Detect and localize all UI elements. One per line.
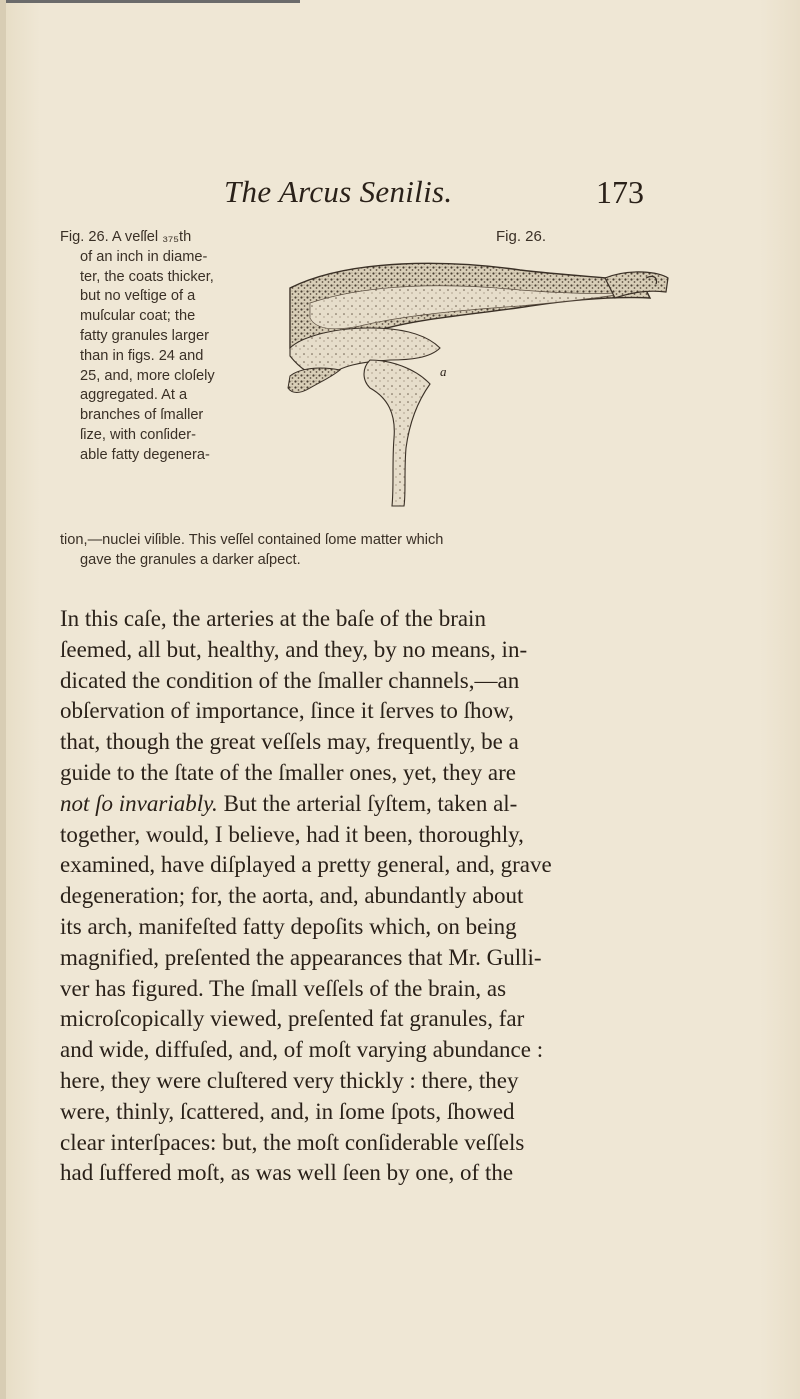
caption-line: tion,—nuclei viſible. This veſſel contained ſome matter which bbox=[60, 532, 444, 548]
text-line: were, thinly, ſcattered, and, in ſome ſpots, ſhowed bbox=[60, 1098, 515, 1124]
text-line: magnified, preſented the appearances that Mr. Gulli- bbox=[60, 944, 542, 970]
vessel-illustration bbox=[270, 248, 670, 510]
caption-line: but no veſtige of a bbox=[80, 288, 196, 305]
text-line: had ſuffered moſt, as was well ſeen by one, of the bbox=[60, 1160, 514, 1186]
caption-line: Fig. 26. A veſſel ₃₇₅th bbox=[60, 229, 192, 245]
figure-caption-bottom bbox=[60, 530, 760, 570]
caption-line: ſize, with conſider- bbox=[80, 426, 196, 443]
branch-spur bbox=[288, 368, 340, 393]
text-line: clear interſpaces: but, the moſt conſiderable veſſels bbox=[60, 1129, 525, 1155]
text-line: together, would, I believe, had it been, thoroughly, bbox=[60, 821, 524, 847]
emphasis: not ſo invariably. bbox=[60, 790, 218, 816]
caption-line: branches of ſmaller bbox=[80, 407, 204, 424]
text-line: microſcopically viewed, preſented fat granules, far bbox=[60, 1006, 525, 1032]
caption-line: aggregated. At a bbox=[80, 387, 188, 404]
top-rule bbox=[0, 0, 300, 3]
running-head: The Arcus Senilis. bbox=[224, 174, 453, 209]
text-run: But the arterial ſyſtem, taken al- bbox=[217, 790, 518, 816]
caption-line: 25, and, more cloſely bbox=[80, 367, 215, 384]
caption-line: of an inch in diame- bbox=[80, 248, 208, 265]
figure-caption-side bbox=[60, 228, 300, 466]
figure-label: Fig. 26. bbox=[496, 228, 547, 245]
caption-line: ter, the coats thicker, bbox=[80, 268, 214, 285]
body-paragraph bbox=[60, 604, 750, 1189]
text-line: guide to the ſtate of the ſmaller ones, yet, they are bbox=[60, 759, 517, 785]
text-line: examined, have diſplayed a pretty general, and, grave bbox=[60, 852, 552, 878]
text-line: and wide, diffuſed, and, of moſt varying abundance : bbox=[60, 1037, 544, 1063]
text-line: that, though the great veſſels may, frequently, be a bbox=[60, 729, 519, 755]
text-line: here, they were cluſtered very thickly : there, they bbox=[60, 1067, 519, 1093]
text-line: In this caſe, the arteries at the baſe of the brain bbox=[60, 606, 486, 631]
text-line bbox=[60, 789, 750, 820]
text-line: its arch, manifeſted fatty depoſits which, on being bbox=[60, 913, 517, 939]
page-number: 173 bbox=[596, 174, 644, 210]
caption-line: than in figs. 24 and bbox=[80, 347, 204, 364]
text-line: dicated the condition of the ſmaller channels,—an bbox=[60, 667, 520, 693]
branch-descending bbox=[364, 360, 430, 506]
text-line: obſervation of importance, ſince it ſerves to ſhow, bbox=[60, 698, 514, 724]
text-line: degeneration; for, the aorta, and, abundantly about bbox=[60, 883, 524, 909]
page-edge bbox=[0, 0, 6, 1399]
caption-line: muſcular coat; the bbox=[80, 308, 196, 325]
caption-line: fatty granules larger bbox=[80, 327, 209, 344]
marker-a: a bbox=[440, 364, 447, 379]
text-line: ver has figured. The ſmall veſſels of the brain, as bbox=[60, 975, 507, 1001]
caption-line: gave the granules a darker aſpect. bbox=[80, 552, 301, 568]
page-header bbox=[224, 174, 644, 214]
text-line: ſeemed, all but, healthy, and they, by no means, in- bbox=[60, 636, 528, 662]
caption-line: able fatty degenera- bbox=[80, 446, 210, 463]
